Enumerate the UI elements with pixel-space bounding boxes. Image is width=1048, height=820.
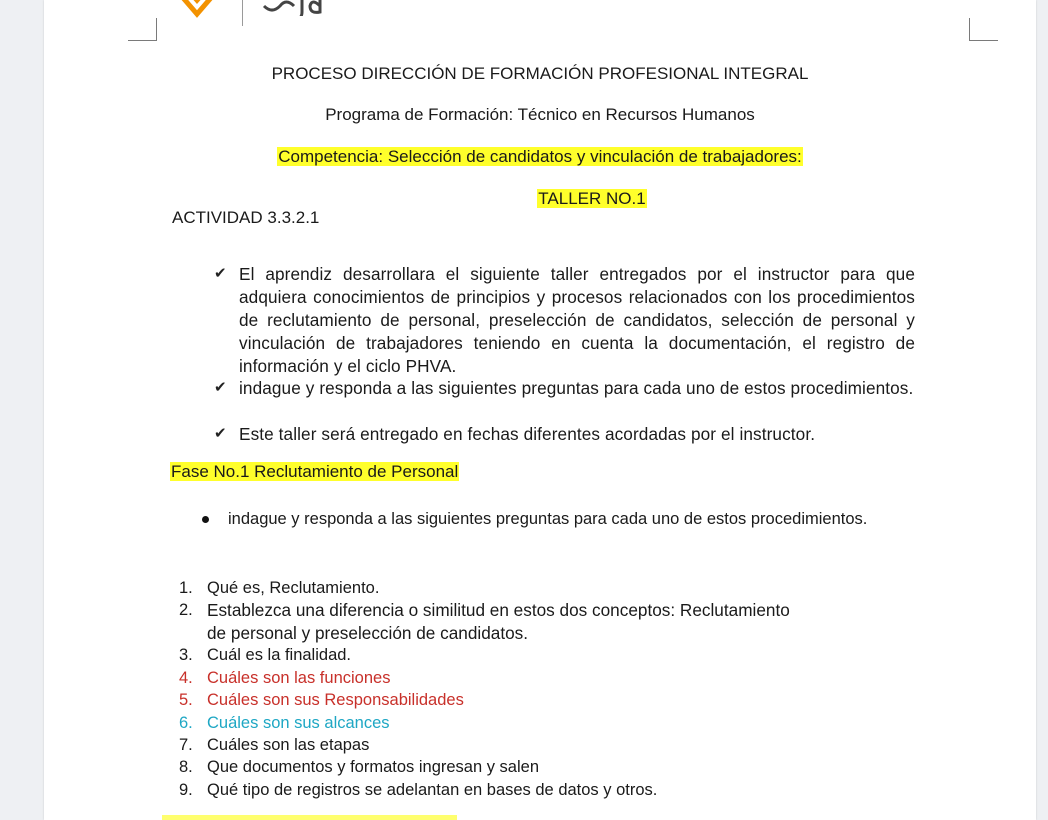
competencia-highlight: Competencia: Selección de candidatos y vinculación de trabajadores: xyxy=(278,147,802,166)
logo-wordmark-icon xyxy=(258,0,358,16)
program-title: Programa de Formación: Técnico en Recursos Humanos xyxy=(325,105,755,124)
instruction-paragraph-2: indague y responda a las siguientes preguntas para cada uno de estos procedimientos. xyxy=(239,378,914,398)
question-number: 2. xyxy=(179,601,193,619)
question-number: 5. xyxy=(179,691,193,709)
question-8: Que documentos y formatos ingresan y salen xyxy=(207,758,540,776)
question-number: 1. xyxy=(179,579,193,597)
question-3: Cuál es la finalidad. xyxy=(207,646,352,664)
document-page xyxy=(44,0,1036,820)
logo-separator xyxy=(242,0,243,26)
question-number: 6. xyxy=(179,714,193,732)
instruction-paragraph-3: Este taller será entregado en fechas diferentes acordadas por el instructor. xyxy=(239,424,816,444)
document-title: PROCESO DIRECCIÓN DE FORMACIÓN PROFESIONAL INTEGRAL xyxy=(271,64,809,83)
check-icon: ✔ xyxy=(214,379,227,396)
question-2: Establezca una diferencia o similitud en estos dos conceptos: Reclutamiento xyxy=(207,600,790,620)
question-5: Cuáles son sus Responsabilidades xyxy=(207,691,464,709)
phase-bullet-text: indague y responda a las siguientes preguntas para cada uno de estos procedimientos. xyxy=(228,510,868,528)
question-number: 3. xyxy=(179,646,193,664)
question-number: 9. xyxy=(179,781,193,799)
taller-highlight: TALLER NO.1 xyxy=(538,189,646,208)
question-number: 7. xyxy=(179,736,193,754)
next-section-highlight-edge xyxy=(162,815,457,820)
phase-title-line xyxy=(170,461,459,483)
competencia-line xyxy=(44,146,1036,168)
phase-title-highlight: Fase No.1 Reclutamiento de Personal xyxy=(171,462,459,481)
margin-corner-mark-right xyxy=(969,18,998,41)
question-9: Qué tipo de registros se adelantan en bases de datos y otros. xyxy=(207,781,658,799)
check-icon: ✔ xyxy=(214,425,227,442)
question-2-continuation: de personal y preselección de candidatos. xyxy=(207,623,529,643)
question-number: 8. xyxy=(179,758,193,776)
question-6: Cuáles son sus alcances xyxy=(207,714,390,732)
question-1: Qué es, Reclutamiento. xyxy=(207,579,380,597)
instruction-paragraph-1: El aprendiz desarrollara el siguiente taller entregados por el instructor para que adquiera conocimientos de principios y procesos relacionados con los procedimientos de reclutamiento de personal, preselección de candidatos, selección de personal y vinculación de trabajadores teniendo en cuenta la documentación, el registro de información y el ciclo PHVA. xyxy=(239,264,915,376)
actividad-label: ACTIVIDAD 3.3.2.1 xyxy=(172,208,320,227)
question-number: 4. xyxy=(179,669,193,687)
question-4: Cuáles son las funciones xyxy=(207,669,391,687)
question-7: Cuáles son las etapas xyxy=(207,736,370,754)
check-icon: ✔ xyxy=(214,265,227,282)
margin-corner-mark-left xyxy=(128,18,157,41)
sena-logo-icon xyxy=(174,0,220,20)
bullet-dot-icon xyxy=(202,516,209,523)
